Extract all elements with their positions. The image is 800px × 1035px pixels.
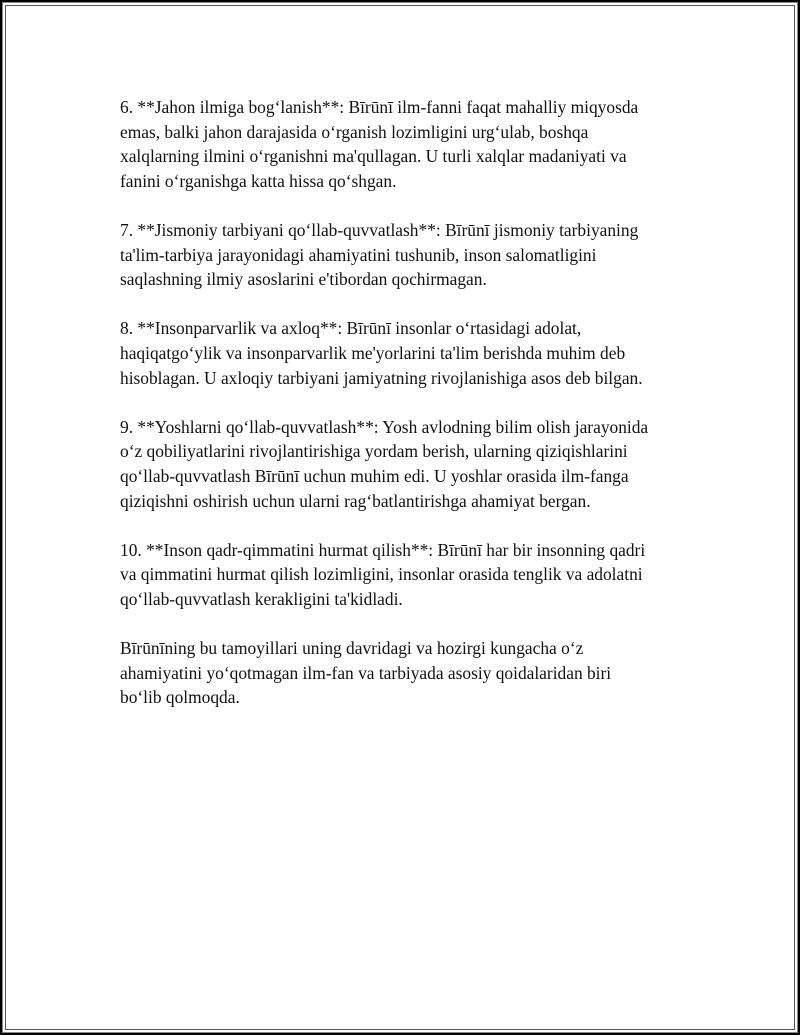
document-body [120,95,710,734]
paragraph-9-supporting-youth [120,415,710,513]
text-line: saqlashning ilmiy asoslarini e'tibordan qochirmagan. [120,269,487,290]
text-line: emas, balki jahon darajasida o‘rganish lozimligini urg‘ulab, boshqa [120,121,589,142]
text-line: qo‘llab-quvvatlash Bīrūnī uchun muhim edi. U yoshlar orasida ilm-fanga [120,465,629,486]
text-line: va qimmatini hurmat qilish lozimligini, insonlar orasida tenglik va adolatni [120,564,643,585]
text-line: xalqlarning ilmini o‘rganishni ma'qullagan. U turli xalqlar madaniyati va [120,146,627,167]
paragraph-8-humanism-ethics [120,316,710,390]
paragraph-6-global-science [120,95,710,193]
text-line: hisoblagan. U axloqiy tarbiyani jamiyatning rivojlanishiga asos deb bilgan. [120,367,643,388]
text-line: fanini o‘rganishga katta hissa qo‘shgan. [120,170,397,191]
text-line: 8. **Insonparvarlik va axloq**: Bīrūnī insonlar o‘rtasidagi adolat, [120,318,582,339]
paragraph-7-physical-education [120,218,710,292]
text-line: 6. **Jahon ilmiga bog‘lanish**: Bīrūnī ilm-fanni faqat mahalliy miqyosda [120,97,639,117]
text-line: qo‘llab-quvvatlash kerakligini ta'kidladi. [120,588,403,609]
text-line: 9. **Yoshlarni qo‘llab-quvvatlash**: Yosh avlodning bilim olish jarayonida [120,416,649,437]
text-line: ta'lim-tarbiya jarayonidagi ahamiyatini tushunib, inson salomatligini [120,244,597,265]
text-line: bo‘lib qolmoqda. [120,687,240,708]
text-line: Bīrūnīning bu tamoyillari uning davridagi va hozirgi kungacha o‘z [120,638,584,659]
text-line: 7. **Jismoniy tarbiyani qo‘llab-quvvatlash**: Bīrūnī jismoniy tarbiyaning [120,219,639,240]
text-line: qiziqishni oshirish uchun ularni rag‘batlantirishga ahamiyat bergan. [120,490,591,511]
paragraph-conclusion [120,636,710,710]
text-line: haqiqatgo‘ylik va insonparvarlik me'yorlarini ta'lim berishda muhim deb [120,342,626,363]
paragraph-10-human-dignity [120,538,710,612]
text-line: o‘z qobiliyatlarini rivojlantirishiga yordam berish, ularning qiziqishlarini [120,441,628,462]
text-line: ahamiyatini yo‘qotmagan ilm-fan va tarbiyada asosiy qoidalaridan biri [120,662,612,683]
text-line: 10. **Inson qadr-qimmatini hurmat qilish**: Bīrūnī har bir insonning qadri [120,539,646,560]
